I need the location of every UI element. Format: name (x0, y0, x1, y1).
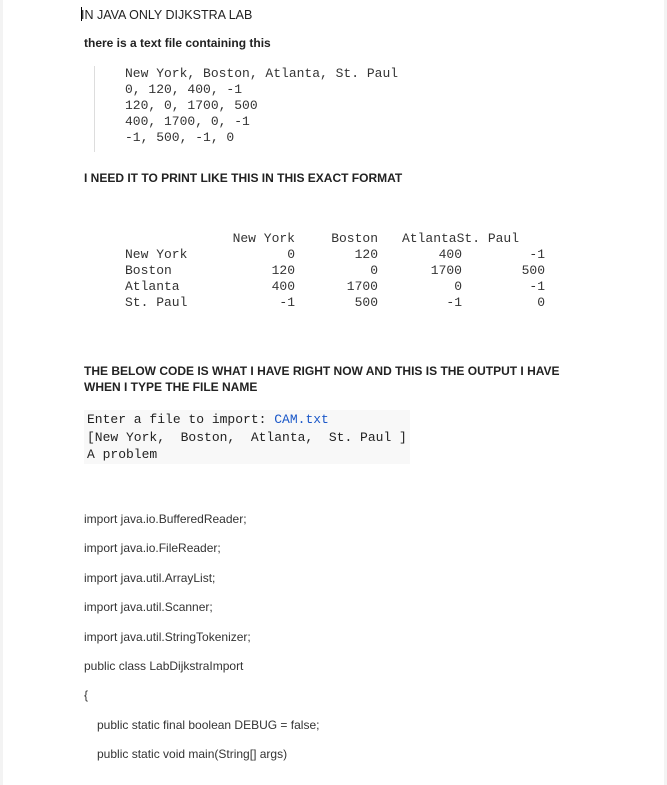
console-line: [New York, Boston, Atlanta, St. Paul ] (87, 429, 407, 445)
table-cell: 1700 (430, 263, 462, 278)
table-cell: -1 (446, 295, 462, 310)
table-cell: 120 (271, 263, 295, 278)
console-output (84, 410, 410, 464)
row-label: Atlanta (125, 279, 180, 294)
code-heading-line2: WHEN I TYPE THE FILE NAME (84, 380, 258, 394)
code-line: import java.util.ArrayList; (84, 571, 216, 585)
table-cell: 0 (287, 247, 295, 262)
table-cell: 500 (521, 263, 545, 278)
code-heading-line1: THE BELOW CODE IS WHAT I HAVE RIGHT NOW AND THIS IS THE OUTPUT I HAVE (84, 364, 560, 378)
console-line (87, 411, 410, 429)
file-line: New York, Boston, Atlanta, St. Paul (125, 66, 399, 81)
code-line: { (84, 688, 89, 702)
row-label: St. Paul (125, 295, 188, 310)
code-line: import java.io.FileReader; (84, 541, 221, 555)
code-line: public class LabDijkstraImport (84, 659, 244, 673)
code-line: import java.io.BufferedReader; (84, 512, 247, 526)
file-line: -1, 500, -1, 0 (125, 130, 235, 145)
file-contents-block (94, 66, 398, 152)
code-line: public static final boolean DEBUG = false; (97, 718, 320, 732)
document-title: IN JAVA ONLY DIJKSTRA LAB (81, 8, 253, 22)
table-cell: 120 (354, 247, 378, 262)
format-heading: I NEED IT TO PRINT LIKE THIS IN THIS EXACT FORMAT (84, 171, 403, 185)
console-input: CAM.txt (274, 412, 329, 427)
code-line: import java.util.StringTokenizer; (84, 630, 251, 644)
table-cell: 400 (438, 247, 462, 262)
table-cell: -1 (529, 247, 545, 262)
table-cell: 0 (454, 279, 462, 294)
col-header: Boston (331, 231, 378, 246)
intro-text: there is a text file containing this (84, 36, 271, 50)
col-header: New York (232, 231, 295, 246)
console-line: A problem (87, 447, 158, 462)
file-line: 0, 120, 400, -1 (125, 82, 243, 97)
table-cell: 0 (537, 295, 545, 310)
table-cell: 500 (354, 295, 378, 310)
table-cell: 1700 (346, 279, 378, 294)
table-cell: 0 (370, 263, 378, 278)
table-cell: 400 (271, 279, 295, 294)
code-line: import java.util.Scanner; (84, 600, 213, 614)
row-label: New York (125, 247, 188, 262)
col-header: AtlantaSt. Paul (402, 231, 520, 246)
table-cell: -1 (279, 295, 295, 310)
console-prompt: Enter a file to import: (87, 412, 275, 427)
table-cell: -1 (529, 279, 545, 294)
code-line: public static void main(String[] args) (97, 747, 288, 761)
file-line: 120, 0, 1700, 500 (125, 98, 258, 113)
file-line: 400, 1700, 0, -1 (125, 114, 250, 129)
row-label: Boston (125, 263, 172, 278)
